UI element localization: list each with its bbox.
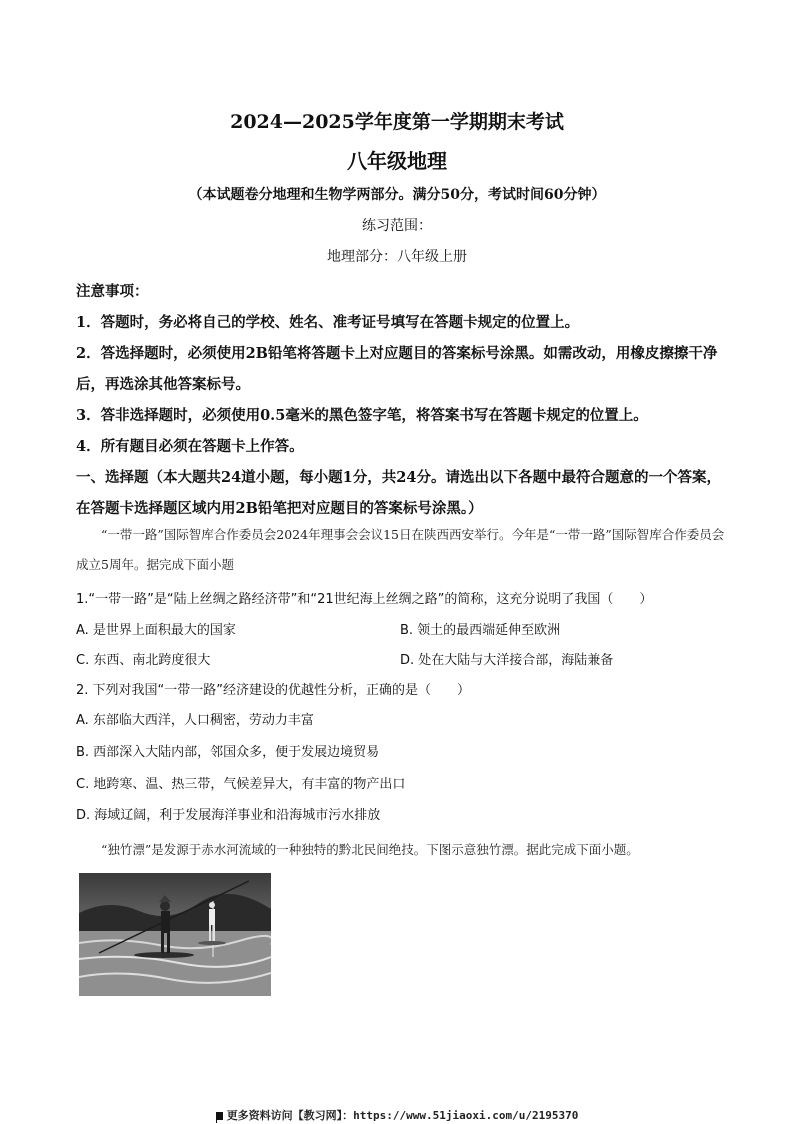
notices-heading: 注意事项： (76, 283, 149, 300)
question-2-stem: 2. 下列对我国“一带一路”经济建设的优越性分析，正确的是（ ） (76, 683, 471, 698)
exam-subject: 八年级地理 (347, 149, 447, 173)
notice-item: 3．答非选择题时，必须使用0.5毫米的黑色签字笔，将答案书写在答题卡规定的位置上。 (76, 407, 648, 424)
scope-value: 地理部分：八年级上册 (327, 249, 467, 265)
scope-label: 练习范围： (362, 218, 432, 234)
option-c: C. 东西、南北跨度很大 (76, 653, 211, 668)
notice-item: 4．所有题目必须在答题卡上作答。 (76, 438, 304, 455)
flag-icon (216, 1112, 223, 1120)
section-heading: 一、选择题（本大题共24道小题，每小题1分，共24分。请选出以下各题中最符合题意的一个答案，在答题卡选择题区域内用2B铅笔把对应题目的答案标号涂黑。） (76, 469, 721, 517)
option-a: A. 东部临大西洋，人口稠密，劳动力丰富 (76, 713, 314, 728)
notice-item: 2．答选择题时，必须使用2B铅笔将答题卡上对应题目的答案标号涂黑。如需改动，用橡皮擦擦干净后，再选涂其他答案标号。 (76, 345, 718, 393)
notice-item: 1．答题时，务必将自己的学校、姓名、准考证号填写在答题卡规定的位置上。 (76, 314, 580, 331)
bamboo-drifting-photo (79, 873, 271, 996)
option-b: B. 西部深入大陆内部，邻国众多，便于发展边境贸易 (76, 745, 380, 760)
footer-link[interactable] (0, 1107, 794, 1123)
option-a: A. 是世界上面积最大的国家 (76, 623, 236, 638)
option-d: D. 处在大陆与大洋接合部，海陆兼备 (400, 653, 614, 668)
exam-title: 2024—2025学年度第一学期期末考试 (230, 111, 564, 133)
option-c: C. 地跨寒、温、热三带，气候差异大，有丰富的物产出口 (76, 777, 406, 792)
passage-belt-road: “一带一路”国际智库合作委员会2024年理事会会议15日在陕西西安举行。今年是“一带一路”国际智库合作委员会成立5周年。据完成下面小题 (76, 527, 725, 572)
passage-bamboo-drifting: “独竹漂”是发源于赤水河流域的一种独特的黔北民间绝技。下图示意独竹漂。据此完成下面小题。 (101, 842, 639, 857)
footer-text: 更多资料访问【教习网】：https://www.51jiaoxi.com/u/2195370 (226, 1109, 579, 1122)
option-b: B. 领土的最西端延伸至欧洲 (400, 623, 561, 638)
question-1-stem: 1.“一带一路”是“陆上丝绸之路经济带”和“21世纪海上丝绸之路”的简称，这充分说明了我国（ ） (76, 592, 653, 607)
option-d: D. 海域辽阔，利于发展海洋事业和沿海城市污水排放 (76, 808, 381, 823)
exam-note: （本试题卷分地理和生物学两部分。满分50分，考试时间60分钟） (188, 187, 606, 203)
